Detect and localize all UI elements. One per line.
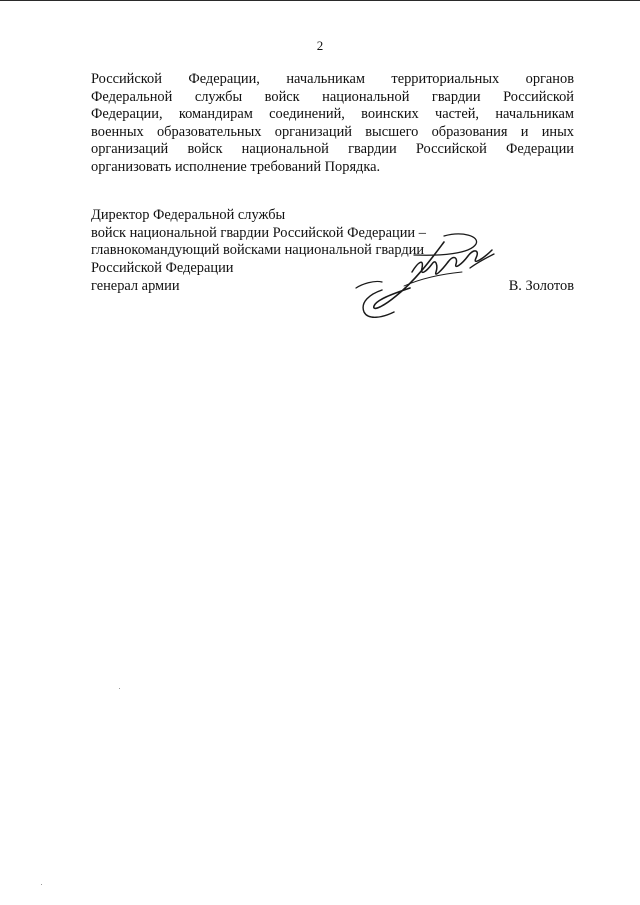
signature-stroke <box>356 281 382 288</box>
scan-speck <box>41 884 42 885</box>
body-line: военных образовательных организаций высшего образования и иных <box>91 123 574 140</box>
signature-stroke <box>374 242 444 308</box>
page-number: 2 <box>316 38 324 53</box>
signature-stroke <box>412 262 448 274</box>
signatory-title-line: Директор Федеральной службы <box>91 207 286 223</box>
signatory-rank: генерал армии <box>91 277 180 294</box>
body-line: Федеральной службы войск национальной гвардии Российской <box>91 88 574 105</box>
signature-stroke <box>404 272 462 286</box>
body-line: организовать исполнение требований Порядка. <box>91 158 381 175</box>
body-line: Российской Федерации, начальникам территориальных органов <box>91 71 574 87</box>
signature-stroke <box>470 254 494 268</box>
signature-stroke <box>414 234 477 255</box>
signatory-name: В. Золотов <box>508 278 574 294</box>
signatory-title-line: войск национальной гвардии Российской Федерации – <box>91 224 426 241</box>
signature-stroke <box>363 290 394 317</box>
handwritten-signature <box>352 228 502 323</box>
body-paragraph <box>91 71 574 177</box>
signatory-title-line: главнокомандующий войсками национальной гвардии <box>91 242 425 259</box>
scan-speck <box>119 688 120 689</box>
signatory-title-line: Российской Федерации <box>91 260 234 277</box>
body-line: организаций войск национальной гвардии Российской Федерации <box>91 141 574 158</box>
body-line: Федерации, командирам соединений, воинских частей, начальникам <box>91 106 574 123</box>
